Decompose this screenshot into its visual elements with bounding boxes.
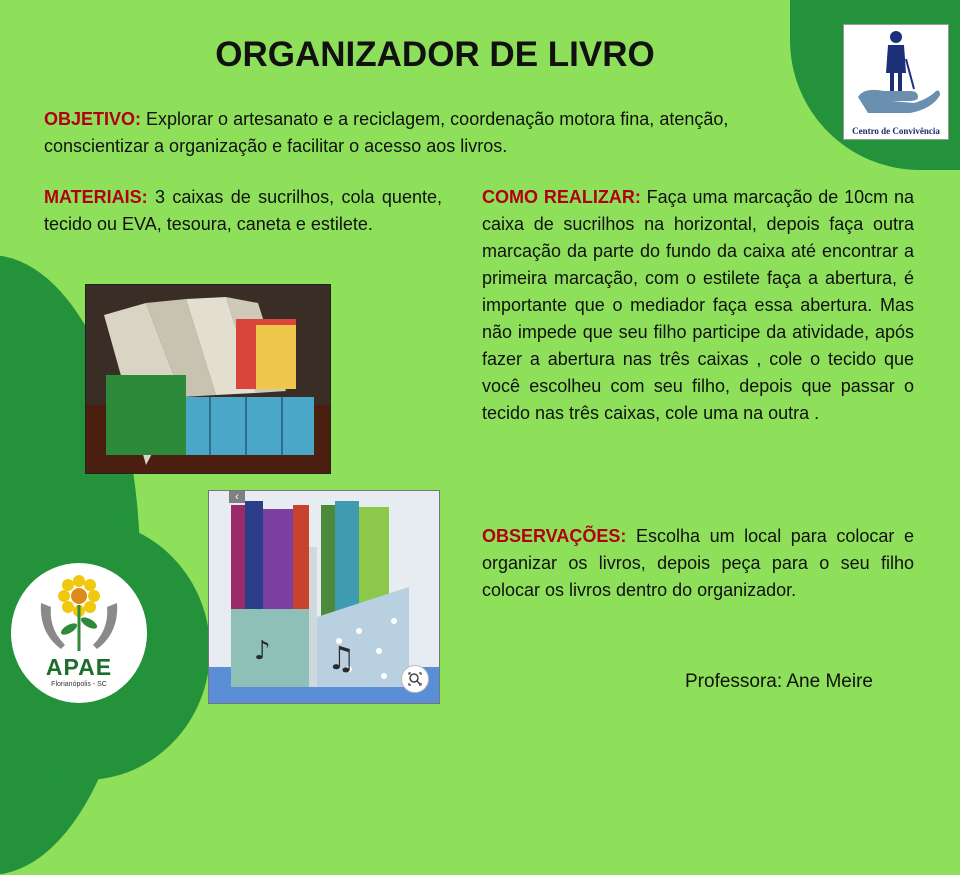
materiais-section <box>44 184 442 238</box>
centro-convivencia-label: Centro de Convivência <box>852 126 940 136</box>
como-realizar-section <box>482 184 914 427</box>
cereal-box-organizer-photo <box>85 284 331 474</box>
teacher-credit: Professora: Ane Meire <box>685 671 873 692</box>
observacoes-text: Escolha um local para colocar e organizar os livros, depois peça para o seu filho colocar os livros dentro do organizador. <box>482 526 914 600</box>
observacoes-section <box>482 523 914 604</box>
como-realizar-text: Faça uma marcação de 10cm na caixa de sucrilhos na horizontal, depois faça outra marcação da parte do fundo da caixa até encontrar a primeira marcação, com o estilete faça a abertura, é importante que o mediador faça essa abertura. Mas não impede que seu filho participe da atividade, após fazer a abertura nas três caixas , cole o tecido que você escolheu com seu filho, depois que passar o tecido nas três caixas, cole uma na outra . <box>482 187 914 423</box>
lens-search-icon[interactable] <box>401 665 429 693</box>
chevron-left-icon: ‹ <box>229 491 245 503</box>
materiais-label: MATERIAIS: <box>44 187 148 207</box>
page-title: ORGANIZADOR DE LIVRO <box>215 35 655 74</box>
objetivo-text: Explorar o artesanato e a reciclagem, coordenação motora fina, atenção, conscientizar a organização e facilitar o acesso aos livros. <box>44 109 729 156</box>
objetivo-section <box>44 106 804 160</box>
apae-wordmark: APAE <box>45 654 113 680</box>
objetivo-label: OBJETIVO: <box>44 109 142 129</box>
svg-text:♪: ♪ <box>254 636 271 666</box>
como-realizar-label: COMO REALIZAR: <box>482 187 641 207</box>
observacoes-label: OBSERVAÇÕES: <box>482 526 627 546</box>
svg-text:♫: ♫ <box>327 639 356 677</box>
apae-location: Florianópolis - SC <box>51 681 107 688</box>
materiais-text: 3 caixas de sucrilhos, cola quente, tecido ou EVA, tesoura, caneta e estilete. <box>44 187 442 234</box>
decorated-organizer-photo <box>208 490 440 704</box>
centro-convivencia-logo <box>843 24 949 140</box>
elderly-person-hand-icon <box>844 25 948 121</box>
apae-logo <box>11 563 147 703</box>
